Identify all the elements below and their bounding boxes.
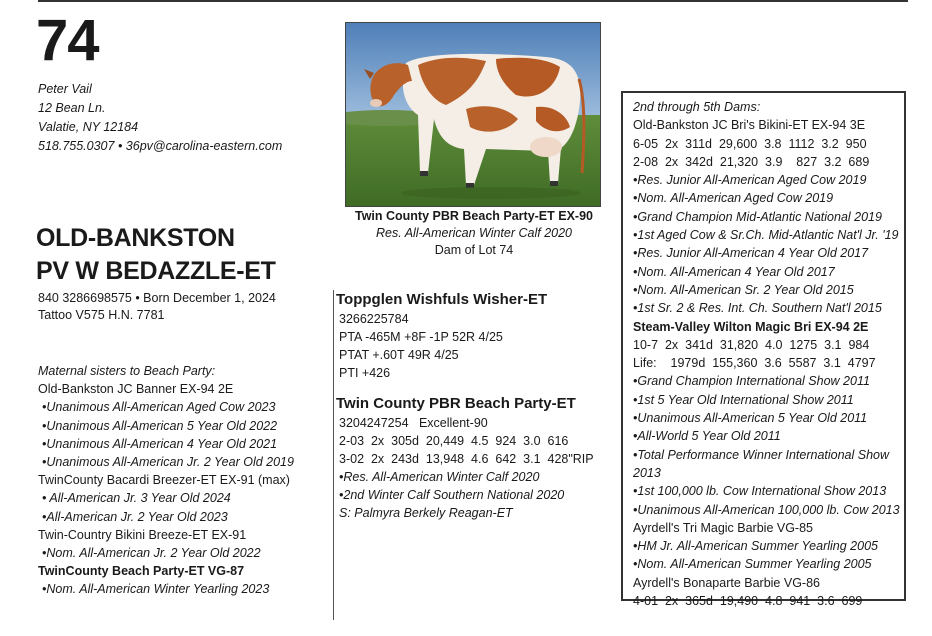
dam-entry-note: •Nom. All-American Aged Cow 2019 [633, 191, 834, 206]
sister-entry [38, 380, 294, 471]
owner-city: Valatie, NY 12184 [38, 120, 139, 134]
dam-entry-note: •All-World 5 Year Old 2011 [633, 429, 781, 444]
maternal-sisters [38, 362, 294, 599]
sister-name: Old-Bankston JC Banner EX-94 2E [38, 382, 234, 397]
dam-entry-note: •Res. Junior All-American Aged Cow 2019 [633, 173, 867, 188]
lot-number: 74 [36, 8, 99, 73]
dam-entry-note: •1st Aged Cow & Sr.Ch. Mid-Atlantic Nat'l Jr. '19 [633, 228, 899, 243]
sire-line: 3266225784 [339, 312, 409, 326]
dam-entry-note: •1st 5 Year Old International Show 2011 [633, 392, 854, 407]
dam-entry-note: •HM Jr. All-American Summer Yearling 2005 [633, 539, 878, 554]
dam-entry [633, 116, 904, 317]
photo-caption [330, 208, 618, 259]
dam-entry-note: •Nom. All-American 4 Year Old 2017 [633, 264, 835, 279]
pedigree-column [334, 290, 614, 522]
registration-line: 840 3286698575 • Born December 1, 2024 [38, 291, 276, 305]
animal-name-line1: OLD-BANKSTON [36, 224, 235, 252]
sister-note: •Nom. All-American Jr. 2 Year Old 2022 [42, 546, 261, 561]
dam-entry-note: •Res. Junior All-American 4 Year Old 2017 [633, 246, 869, 261]
dam-entry-note: •Unanimous All-American 100,000 lb. Cow 2013 [633, 502, 900, 517]
dam-entry [633, 318, 904, 519]
dam-entry-record: 4-01 2x 365d 19,490 4.8 941 3.6 699 [633, 594, 863, 609]
owner-name: Peter Vail [38, 82, 92, 96]
animal-name [36, 222, 276, 288]
sister-entry [38, 471, 294, 526]
cow-photo-illustration [346, 23, 600, 206]
sister-entry [38, 526, 294, 562]
dam-entry-name: Ayrdell's Bonaparte Barbie VG-86 [633, 575, 820, 590]
tattoo-line: Tattoo V575 H.N. 7781 [38, 308, 165, 322]
sister-note: •All-American Jr. 2 Year Old 2023 [42, 509, 228, 524]
photo-caption-note: Dam of Lot 74 [434, 243, 514, 257]
sister-note: •Nom. All-American Winter Yearling 2023 [42, 582, 270, 597]
dam-entry-name: Steam-Valley Wilton Magic Bri EX-94 2E [633, 319, 869, 334]
cow-photo [345, 22, 601, 207]
owner-block [38, 80, 282, 156]
dam-sire-line: S: Palmyra Berkely Reagan-ET [339, 506, 513, 520]
sister-name: Twin-Country Bikini Breeze-ET EX-91 [38, 527, 247, 542]
dam-entry-record: 2-08 2x 342d 21,320 3.9 827 3.2 689 [633, 154, 870, 169]
dam-section [334, 394, 614, 522]
sister-note: •Unanimous All-American Jr. 2 Year Old 2019 [42, 455, 294, 470]
sire-line: PTAT +.60T 49R 4/25 [339, 348, 459, 362]
photo-caption-award: Res. All-American Winter Calf 2020 [375, 226, 573, 240]
sister-entry [38, 562, 294, 598]
dam-entry-note: •1st Sr. 2 & Res. Int. Ch. Southern Nat'l 2015 [633, 301, 882, 316]
dam-entry-note: •1st 100,000 lb. Cow International Show 2013 [633, 484, 887, 499]
dam-record: 2-03 2x 305d 20,449 4.5 924 3.0 616 [339, 434, 569, 448]
sister-note: • All-American Jr. 3 Year Old 2024 [42, 491, 231, 506]
dam-entry-note: •Total Performance Winner International Show 2013 [633, 447, 890, 480]
dam-entry-record: 6-05 2x 311d 29,600 3.8 1112 3.2 950 [633, 136, 867, 151]
registration-block [38, 290, 276, 324]
dams-box-heading: 2nd through 5th Dams: [633, 100, 761, 114]
sire-name: Toppglen Wishfuls Wisher-ET [336, 291, 548, 308]
photo-caption-title: Twin County PBR Beach Party-ET EX-90 [354, 209, 593, 223]
dam-entry-note: •Unanimous All-American 5 Year Old 2011 [633, 411, 868, 426]
sire-section [334, 290, 614, 382]
sister-note: •Unanimous All-American Aged Cow 2023 [42, 400, 276, 415]
dam-entry-name: Old-Bankston JC Bri's Bikini-ET EX-94 3E [633, 118, 866, 133]
sisters-heading: Maternal sisters to Beach Party: [38, 364, 216, 378]
top-rule [38, 0, 908, 2]
dam-entry-note: •Nom. All-American Summer Yearling 2005 [633, 557, 872, 572]
sister-name: TwinCounty Beach Party-ET VG-87 [38, 564, 245, 579]
dam-entry-note: •Grand Champion Mid-Atlantic National 2019 [633, 209, 882, 224]
dam-line: 3204247254 Excellent-90 [339, 416, 488, 430]
dams-box [621, 91, 906, 609]
sire-line: PTI +426 [339, 366, 391, 380]
dam-name: Twin County PBR Beach Party-ET [336, 395, 576, 412]
dam-entry-record: Life: 1979d 155,360 3.6 5587 3.1 4797 [633, 356, 876, 371]
animal-name-line2: PV W BEDAZZLE-ET [36, 257, 276, 285]
sister-note: •Unanimous All-American 4 Year Old 2021 [42, 436, 278, 451]
dam-entry-note: •Nom. All-American Sr. 2 Year Old 2015 [633, 282, 854, 297]
dam-entry-note: •Grand Champion International Show 2011 [633, 374, 870, 389]
dam-award: •2nd Winter Calf Southern National 2020 [339, 488, 565, 502]
sister-name: TwinCounty Bacardi Breezer-ET EX-91 (max) [38, 473, 290, 488]
sire-line: PTA -465M +8F -1P 52R 4/25 [339, 330, 503, 344]
dam-entry-name: Ayrdell's Tri Magic Barbie VG-85 [633, 520, 813, 535]
dam-record: 3-02 2x 243d 13,948 4.6 642 3.1 428"RIP [339, 452, 594, 466]
dam-award: •Res. All-American Winter Calf 2020 [339, 470, 540, 484]
dam-entry-record: 10-7 2x 341d 31,820 4.0 1275 3.1 984 [633, 337, 870, 352]
dam-entry [633, 574, 904, 611]
sister-note: •Unanimous All-American 5 Year Old 2022 [42, 418, 278, 433]
owner-contact: 518.755.0307 • 36pv@carolina-eastern.com [38, 139, 283, 153]
owner-street: 12 Bean Ln. [38, 101, 106, 115]
dam-entry [633, 519, 904, 574]
